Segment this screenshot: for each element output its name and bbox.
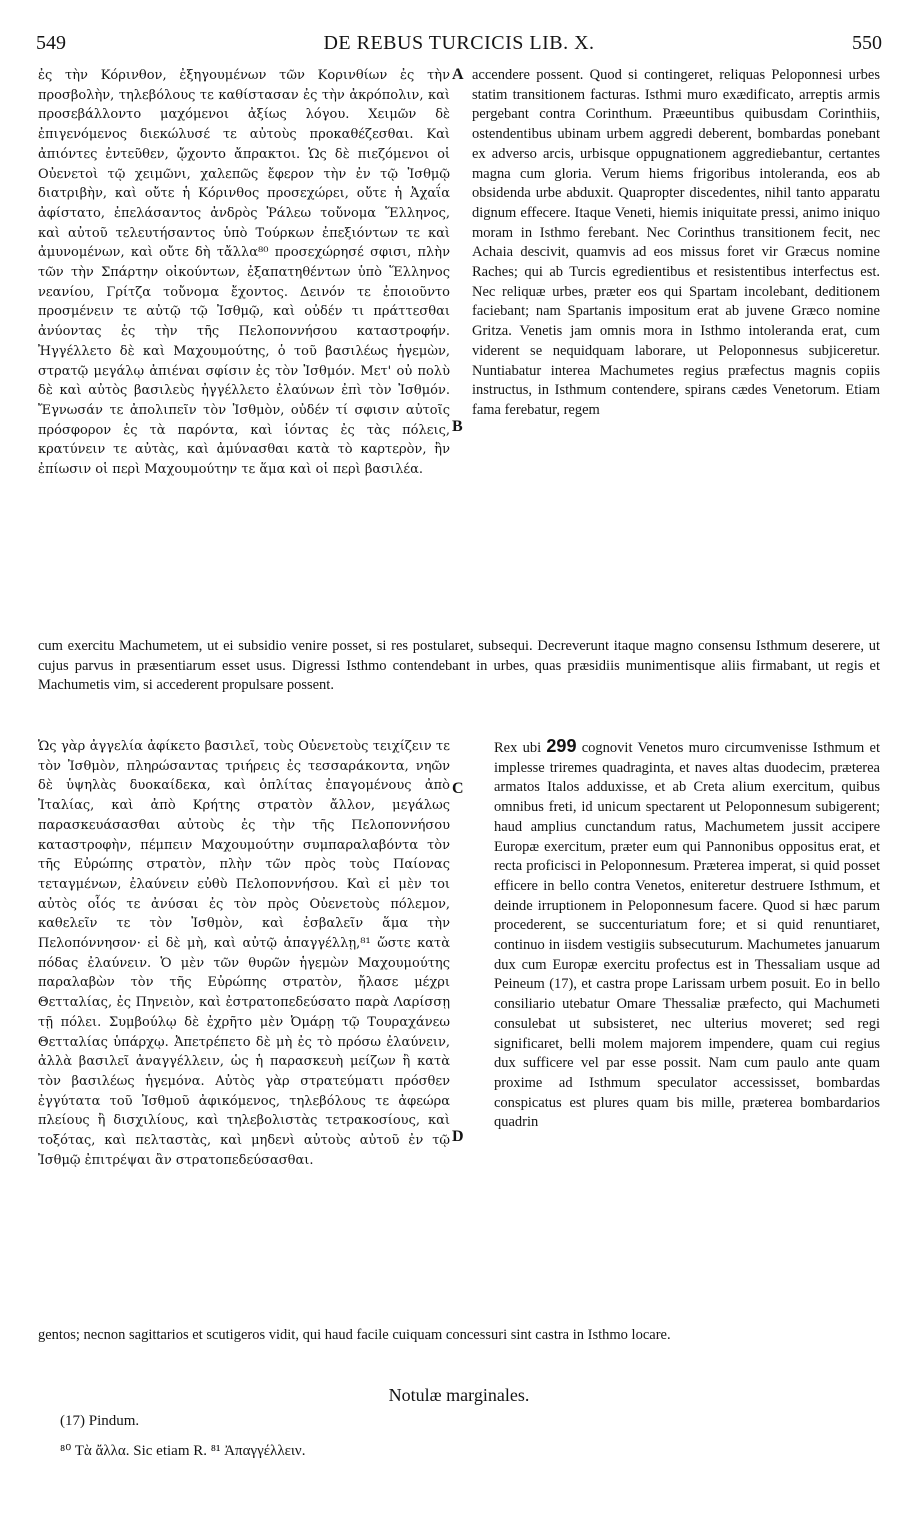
page-number-left: 549 — [36, 32, 66, 54]
section-marker-a: A — [452, 66, 464, 83]
section-marker-c: C — [452, 780, 464, 797]
latin-column-part2 — [494, 737, 880, 1133]
original-page-number: 299 — [546, 736, 577, 756]
section-marker-d: D — [452, 1128, 464, 1145]
latin-column-part1: accendere possent. Quod si contingeret, reliquas Peloponnesi urbes statim transitionem facturas. Isthmi muro exædificato, arreptis armis pergebant contra Corinthum. Præeuntibus quibusdam Corinthiis, ostendentibus ubinam urbem aggredi deberent, bombardas ponebant ex adverso arcis, urbisque oppugnationem aggrediebantur, certantes magna cum gloria. Verum hiems frigoribus intoleranda, eos ab obsidenda urbe abduxit. Quapropter discedentes, nihil tanto apparatu dignum effecere. Itaque Veneti, hiemis iniquitate pressi, animo iniquo moram in Isthmo ferebant. Nec Corinthus transitionem fecit, nec Achaia descivit, quamvis ad eos missus foret vir Græcus nomine Raches; qui ab Turcis egredientibus et resistentibus interfectus est. Nec reliquæ urbes, præter eos qui Spartam incolebant, deditionem faciebant; nam Spartanis impositum erat ab juvene Græco nomine Gritza. Venetis jam omnis mora in Isthmo intoleranda erat, cum viderent se nequidquam laborare, ut Peloponnesus subjiceretur. Nuntiabatur interea Machumetes regius præfectus magnis copiis instructus, in Isthmum contendere, spirans cædes Venetorum. Etiam fama ferebatur, regem — [472, 67, 880, 418]
notes-title: Notulæ marginales. — [388, 1385, 530, 1405]
section-marker-b: B — [452, 418, 463, 435]
page-number-right: 550 — [852, 32, 882, 54]
running-title: DE REBUS TURCICIS LIB. X. — [323, 32, 595, 54]
latin-lead: Rex ubi — [494, 740, 542, 756]
latin-fullwidth-part2: gentos; necnon sagittarios et scutigeros vidit, qui haud facile cuiquam concessuri sint castra in Isthmo locare. — [38, 1327, 671, 1343]
greek-column-part2: Ὡς γὰρ ἀγγελία ἀφίκετο βασιλεῖ, τοὺς Οὐενετοὺς τειχίζειν τε τὸν Ἰσθμὸν, πληρώσαντας τριήρεις ἐς τεσσαράκοντα, νηῶν δὲ ὑψηλὰς δυοκαίδεκα, καὶ ὁπλίτας ἐπαγομένους ἀπὸ Ἰταλίας, καὶ ἀπὸ Κρήτης στρατὸν ἄλλον, μεγάλως παρασκευάσασθαι αὐτοὺς ἐς τὴν τῆς Πελοποννήσου καταστροφὴν, πέμπειν Μαχουμούτην συμπαραλαβόντα τὸν τῆς Εὐρώπης στρατὸν, πλὴν τῶν πρὸς τοὺς Παίονας τεταγμένων, ἐλαύνειν εὐθὺ Πελοποννήσου. Καὶ εἰ μὲν τοι αὐτὸς οἷός τε ἀνύσαι ἐς τὸν πρὸς Οὐενετοὺς πόλεμον, καθελεῖν τε τὸν Ἰσθμὸν, καὶ ἐσβαλεῖν ἅμα τὴν Πελοπόννησον· εἰ δὲ μὴ, καὶ αὐτῷ ἀπαγγέλλῃ,⁸¹ ὥστε κατὰ πόδας ἐλαύνειν. Ὁ μὲν τῶν θυρῶν ἡγεμὼν Μαχουμούτης παραλαβὼν τὸν τῆς Εὐρώπης στρατὸν, ἤλασε μέχρι Θετταλίας, ἐς Πηνειὸν, καὶ ἐστρατοπεδεύσατο παρὰ Λαρίσσῃ τῇ πόλει. Συμβούλῳ δὲ ἐχρῆτο μὲν Ὀμάρῃ τῷ Τουραχάνεω Θετταλίας ὑπάρχῳ. Ἀπετρέπετο δὲ μὴ ἐς τὸ πρόσω ἐλαύνειν, ἀλλὰ βασιλεῖ ἀναγγέλλειν, ὡς ἡ παρασκευὴ μείζων ἢ κατὰ τὸν βασιλέως ἡγεμόνα. Αὐτὸς γὰρ στρατεύματι πρόσθεν ἐγγύτατα τοῦ Ἰσθμοῦ ἀφικόμενος, τηλεβόλους τε ἀφεώρα πλείους ἢ δισχιλίους, καὶ τηλεβολιστὰς τετρακοσίους, καὶ τοξότας, καὶ πελταστὰς, καὶ μηδενὶ αὐτοὺς αὐτοῦ ἐν τῷ Ἰσθμῷ ἐπιτρέψαι ἂν στρατοπεδεύσασθαι. — [38, 739, 450, 1168]
latin-fullwidth-part1: cum exercitu Machumetem, ut ei subsidio venire posset, si res postularet, subsequi. Decreverunt itaque magno consensu Isthmum deserere, ut cujus parvus in præsentiarum esset usus. Digressi Isthmo contendebant in urbes, quas præsidiis munimentisque aliis firmabant, ut regis et Machumetis vim, si accederent propulsare possent. — [38, 638, 880, 694]
running-header — [36, 32, 882, 58]
footnote-80-81: ⁸⁰ Τὰ ἄλλα. Sic etiam R. ⁸¹ Ἀπαγγέλλειν. — [60, 1443, 306, 1459]
footnote-17: (17) Pindum. — [60, 1413, 140, 1429]
latin-text: cognovit Venetos muro circumvenisse Isthmum et implesse triremes quadraginta, et naves altas duodecim, præterea armatos Italos adduxisse, et ab Creta alium exercitum, quibus omnibus freti, id unicum spectarent ut Peloponnesum subigerent; haud amplius cunctandum ratus, Machumetem jussit accipere Europæ exercitum, præter eum qui Pannonibus oppositus erat, et recta proficisci in Peloponnesum. Præterea imperat, si quid posset efficere in bello contra Venetos, eniteretur destruere Isthmum, et deinde irruptionem in Peloponnesum facere. Quod si hæc parum procederent, se succenturiatum fore; et si quid renuntiaret, continuo in iisdem vestigiis subsecuturum. Machumetes januarum dux cum Europæ exercitu profectus est in Thessaliam usque ad Peineum (17), et castra prope Larissam urbem posuit. Eo in bello consiliario utebatur Omare Thessaliæ præfecto, qui Machumeti consulebat ut subsisteret, nec ulterius moveret; sed regi significaret, belli molem majorem impendere, quam cui regius dux sufficere vel par esse possit. Nam cum paulo ante quam proxime ad Isthmum speculator accessisset, bombardas conspicatus est plures quam bis mille, præterea bombardarios quadrin — [494, 740, 881, 1131]
greek-column-part1: ἐς τὴν Κόρινθον, ἐξηγουμένων τῶν Κορινθίων ἐς τὴν προσβολὴν, τηλεβόλους τε καθίστασαν ἐς τὴν ἀκρόπολιν, καὶ προσεβάλλοντο μαχόμενοι ἀξίως λόγου. Χειμῶν δὲ ἐπιγενόμενος διεκώλυσέ τε αὐτοὺς προκαθέζεσθαι. Καὶ ἀπιόντες ἐντεῦθεν, ᾤχοντο ἄπρακτοι. Ὡς δὲ πιεζόμενοι οἱ Οὐενετοὶ τῷ χειμῶνι, χαλεπῶς ἔφερον τὴν ἐν τῷ Ἰσθμῷ διατριβὴν, καὶ οὔτε ἡ Κόρινθος προσεχώρει, οὔτε ἡ Ἀχαΐα ἀφίστατο, ἐπελάσαντος ἀνδρὸς Ῥάλεω τοὔνομα Ἕλληνος, καὶ αὐτοῦ τελευτήσαντος ὑπὸ Τούρκων ἐπεξιόντων τε καὶ ἀμυνομένων, καὶ οὔτε δὴ τἄλλα⁸⁰ προσεχώρησέ σφισι, πλὴν τῶν τὴν Σπάρτην οἰκούντων, ἐξαπατηθέντων ὑπὸ Ἕλληνος νεανίου, Γρίτζα τοὔνομα ἔχοντος. Δεινόν τε ἐποιοῦντο προσμένειν τε αὐτῷ τῷ Ἰσθμῷ, καὶ οὐδέν τι πράττεσθαι ἀνύοντας ἐς τὴν τῆς Πελοποννήσου καταστροφήν. Ἠγγέλλετο δὲ καὶ Μαχουμούτης, ὁ τοῦ βασιλέως ἡγεμὼν, στρατῷ μεγάλῳ ἀπιέναι σφίσιν ἐς τὸν Ἰσθμόν. Μετ' οὐ πολὺ δὲ καὶ αὐτὸς βασιλεὺς ἠγγέλλετο ἐλαύνων ἐπὶ τὸν Ἰσθμόν. Ἔγνωσάν τε ἀπολιπεῖν τὸν Ἰσθμὸν, οὐδέν τί σφισιν αὐτοῖς πρόσφορον ἐς τὰ παρόντα, καὶ ἰόντας ἐς τὰς πόλεις, κρατύνειν τε αὐτὰς, καὶ ἀμύνασθαι κατὰ τὸ καρτερὸν, ἢν ἐπίωσιν οἱ περὶ Μαχουμούτην τε ἅμα καὶ οἱ περὶ βασιλέα. — [38, 68, 450, 478]
